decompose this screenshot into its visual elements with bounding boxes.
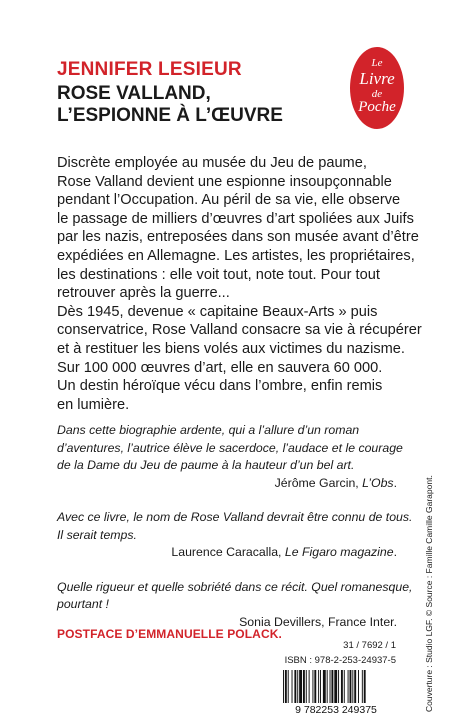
review-author: Jérôme Garcin, (274, 475, 363, 490)
review-suffix: . (393, 545, 397, 559)
barcode-bar (283, 670, 284, 703)
barcode-bar (348, 670, 349, 703)
synopsis-line: en lumière. (57, 396, 130, 413)
barcode-bar (312, 670, 313, 703)
quote-line: Avec ce livre, le nom de Rose Valland devrait être connu de tous. (57, 510, 413, 524)
logo-le: Le (371, 57, 383, 69)
quote-line: de la Dame du Jeu de paume à la hauteur d’un bel art. (57, 458, 355, 472)
barcode-bar (358, 670, 359, 703)
barcode-bar (318, 670, 319, 703)
barcode-bar (330, 670, 331, 703)
barcode-bar (320, 670, 321, 703)
author-name: JENNIFER LESIEUR (57, 59, 242, 80)
book-title (57, 83, 283, 127)
synopsis-line: Rose Valland devient une espionne insoupçonnable (57, 173, 392, 190)
barcode-bar (288, 670, 289, 703)
barcode (277, 670, 395, 715)
synopsis-line: Sur 100 000 œuvres d’art, elle en sauvera 60 000. (57, 359, 383, 376)
synopsis-line: conservatrice, Rose Valland consacre sa vie à récupérer (57, 322, 422, 339)
barcode-bar (303, 670, 305, 703)
synopsis-line: par les nazis, entreposées dans son musée avant d’être (57, 229, 419, 246)
review-author: Sonia Devillers, France Inter. (239, 614, 397, 629)
barcode-bar (341, 670, 343, 703)
synopsis-line: et à restituer les biens volés aux victimes du nazisme. (57, 340, 405, 357)
barcode-digits: 9 782253 249375 (295, 704, 377, 715)
synopsis-line: retrouver après la guerre... (57, 285, 230, 302)
barcode-bar (285, 670, 287, 703)
isbn: ISBN : 978-2-253-24937-5 (284, 655, 396, 666)
quote-line: d’aventures, l’autrice élève le sacerdoce, l’audace et le courage (57, 440, 403, 455)
review-source: L’Obs (362, 475, 394, 490)
quote-line: pourtant ! (57, 597, 109, 611)
barcode-bar (299, 670, 302, 703)
barcode-bars (283, 670, 366, 703)
postface-note: POSTFACE D’EMMANUELLE POLACK. (57, 627, 282, 641)
quote-line: Quelle rigueur et quelle sobriété dans ce récit. Quel romanesque, (57, 579, 413, 594)
title-line: ROSE VALLAND, (57, 83, 211, 104)
barcode-bar (294, 670, 296, 703)
barcode-bar (323, 670, 326, 703)
barcode-bar (306, 670, 307, 703)
cover-credit: Couverture : Studio LGF. © Source : Famille Camille Garapont. (424, 475, 434, 712)
quote-line: Il serait temps. (57, 527, 137, 542)
reference-number: 31 / 7692 / 1 (343, 640, 396, 651)
synopsis-line: Un destin héroïque vécu dans l’ombre, enfin remis (57, 378, 383, 395)
logo-poche: Poche (358, 99, 396, 115)
barcode-bar (350, 670, 352, 703)
review-quote (57, 509, 413, 544)
barcode-bar (297, 670, 298, 703)
publisher-logo (350, 47, 404, 129)
review-quote (57, 579, 413, 614)
barcode-bar (309, 670, 310, 703)
barcode-bar (327, 670, 328, 703)
synopsis-line: Discrète employée au musée du Jeu de paume, (57, 155, 367, 171)
review-attribution (57, 544, 397, 562)
barcode-bar (364, 670, 366, 703)
logo-de: de (371, 88, 383, 100)
logo-livre: Livre (359, 69, 395, 88)
synopsis (57, 154, 422, 414)
barcode-bar (331, 670, 333, 703)
title-line: L’ESPIONNE À L’ŒUVRE (57, 105, 283, 126)
synopsis-line: Dès 1945, devenue « capitaine Beaux-Arts » puis (57, 303, 378, 320)
synopsis-line: expédiées en Allemagne. Les artistes, les propriétaires, (57, 247, 415, 264)
barcode-bar (292, 670, 293, 703)
barcode-bar (334, 670, 337, 703)
barcode-bar (362, 670, 363, 703)
review-suffix: . (393, 475, 397, 490)
barcode-bar (344, 670, 345, 703)
review-author: Laurence Caracalla, (171, 545, 285, 559)
synopsis-line: pendant l’Occupation. Au péril de sa vie, elle observe (57, 192, 401, 209)
barcode-bar (354, 670, 356, 703)
barcode-bar (338, 670, 339, 703)
barcode-bar (352, 670, 353, 703)
synopsis-line: le passage de milliers d’œuvres d’art spoliées aux Juifs (57, 210, 414, 227)
review-attribution (57, 475, 397, 493)
review-quote (57, 422, 403, 475)
review-source: Le Figaro magazine (284, 545, 394, 559)
press-reviews (57, 422, 413, 631)
synopsis-line: les destinations : elle voit tout, note tout. Pour tout (57, 266, 380, 283)
barcode-bar (314, 670, 316, 703)
quote-line: Dans cette biographie ardente, qui a l’allure d’un roman (57, 423, 360, 437)
